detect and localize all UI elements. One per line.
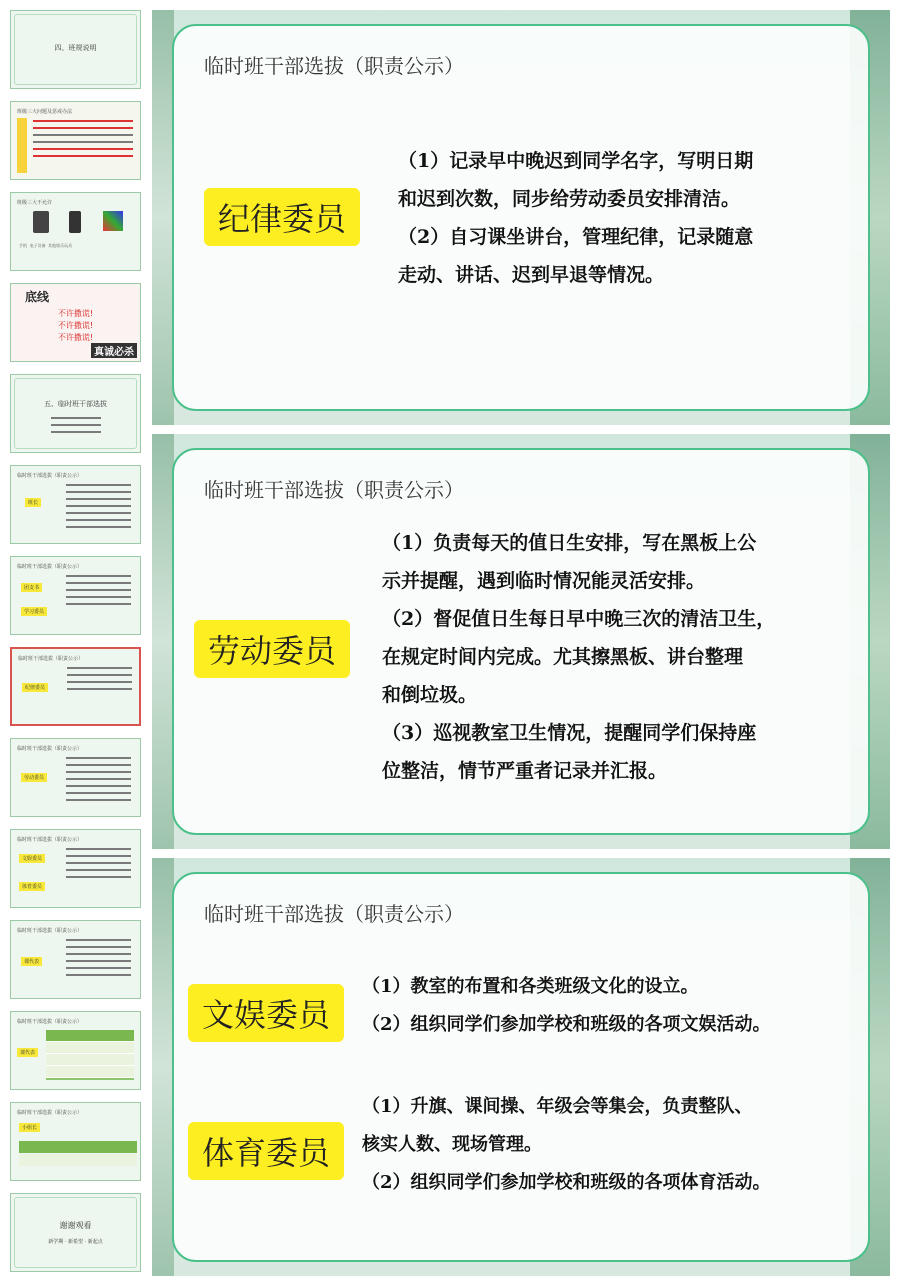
role-tag: 劳动委员 [194,620,350,678]
duty-line: 走动、讲话、迟到早退等情况。 [398,264,665,286]
thumb-title: 临时班干部选拔（职责公示） [17,1019,83,1025]
duty-line: 在规定时间内完成。尤其擦黑板、讲台整理 [382,646,744,668]
thumb-title: 临时班干部选拔（职责公示） [17,564,83,570]
slide-discipline[interactable] [152,10,890,425]
role-duties [398,142,753,294]
thumb-title: 临时班干部选拔（职责公示） [17,837,83,843]
thumb-tag: 团支书 [21,583,42,592]
duty-line: （1）记录早中晚迟到同学名字，写明日期 [398,150,754,172]
role-tag: 体育委员 [188,1122,344,1180]
blossom-decoration [152,10,174,425]
thumb-tag: 课代表 [21,957,42,966]
slide-thumbnail-14[interactable] [10,1193,141,1272]
slide-thumbnail-9[interactable] [10,738,141,817]
duty-line: （2）督促值日生每日早中晚三次的清洁卫生， [382,608,776,630]
duty-line: （2）自习课坐讲台，管理纪律，记录随意 [398,226,754,248]
slide-card [172,448,870,835]
slide-title: 临时班干部选拔（职责公示） [204,478,464,502]
blossom-decoration [152,434,174,849]
slide-thumbnail-2[interactable] [10,101,141,180]
thumb-lines [66,484,131,533]
duty-line: （3）巡视教室卫生情况，提醒同学们保持座 [382,722,757,744]
slide-thumbnail-3[interactable] [10,192,141,271]
thumb-table-row [19,1154,137,1166]
thumb-title: 临时班干部选拔（职责公示） [17,473,83,479]
thumb-table [46,1030,134,1080]
thumb-tag: 体育委员 [19,882,45,891]
slide-arts-sports[interactable] [152,858,890,1276]
thumb-lines [51,417,101,438]
thumb-lines [33,120,133,162]
thumb-tag: 纪律委员 [22,683,48,692]
thumb-lines [66,757,131,806]
duty-line: （2）组织同学们参加学校和班级的各项体育活动。 [362,1172,771,1193]
slide-thumbnail-6[interactable] [10,465,141,544]
thumb-tag: 劳动委员 [21,773,47,782]
slide-labor[interactable] [152,434,890,849]
duty-line: 示并提醒，遇到临时情况能灵活安排。 [382,570,706,592]
role-duties [382,524,775,790]
role-duties [362,968,771,1044]
slide-thumbnail-5[interactable] [10,374,141,453]
thumb-title: 谢谢观看 [59,1221,92,1230]
thumb-title: 临时班干部选拔（职责公示） [17,746,83,752]
slide-title: 临时班干部选拔（职责公示） [204,54,464,78]
thumb-title: 临时班干部选拔（职责公示） [17,928,83,934]
role-duties [362,1088,771,1202]
thumb-frame [14,1197,137,1268]
thumb-badge: 真诚必杀 [91,343,137,358]
slide-thumbnail-8[interactable] [10,647,141,726]
thumb-title: 底线 [25,290,50,304]
role-tag: 文娱委员 [188,984,344,1042]
slide-card [172,24,870,411]
duty-line: 和倒垃圾。 [382,684,478,706]
thumb-title: 五、临时班干部选拔 [44,400,107,408]
thumb-frame [14,378,137,449]
thumb-subtitle: 新学期 · 新希望 · 新起点 [48,1239,103,1245]
slide-thumbnail-panel [0,0,150,1286]
thumb-tag: 小组长 [19,1123,40,1132]
thumb-item: 手机 [19,243,27,248]
duty-line: （1）教室的布置和各类班级文化的设立。 [362,976,699,997]
slide-thumbnail-4[interactable] [10,283,141,362]
slide-thumbnail-12[interactable] [10,1011,141,1090]
thumb-tag: 学习委员 [21,607,47,616]
thumb-lines [67,667,132,695]
thumb-title: 四、班规说明 [54,44,97,52]
slide-title: 临时班干部选拔（职责公示） [204,902,464,926]
duty-line: 位整洁，情节严重者记录并汇报。 [382,760,668,782]
thumb-title: 班级三大问题及惩戒办法 [17,109,73,115]
cube-icon [103,211,123,231]
thumb-lines [66,575,131,610]
thumb-item: 其他娱乐玩具 [48,243,73,248]
thumb-title: 临时班干部选拔（职责公示） [18,656,84,662]
phone-icon [33,211,49,233]
thumb-tag: 班长 [25,498,41,507]
slide-thumbnail-1[interactable] [10,10,141,89]
duty-line: （1）升旗、课间操、年级会等集会，负责整队、 [362,1096,753,1117]
role-tag: 纪律委员 [204,188,360,246]
thumb-title: 临时班干部选拔（职责公示） [17,1110,83,1116]
thumb-line: 不许撒谎! [57,309,94,318]
duty-line: 核实人数、现场管理。 [362,1134,542,1155]
thumb-line: 不许撒谎! [57,333,94,342]
thumb-lines [66,848,131,883]
thumb-line: 不许撒谎! [57,321,94,330]
slide-thumbnail-11[interactable] [10,920,141,999]
thumb-tag: 文娱委员 [19,854,45,863]
thumb-title: 班级三大不允许 [17,200,53,206]
blossom-decoration [152,858,174,1276]
duty-line: 和迟到次数，同步给劳动委员安排清洁。 [398,188,741,210]
duty-line: （2）组织同学们参加学校和班级的各项文娱活动。 [362,1014,771,1035]
slide-card [172,872,870,1262]
thumb-image [17,118,27,173]
thumb-item: 电子设备 [29,243,46,248]
thumb-table-header [19,1141,137,1153]
slide-thumbnail-10[interactable] [10,829,141,908]
thumb-lines [66,939,131,981]
device-icon [69,211,81,233]
slide-thumbnail-13[interactable] [10,1102,141,1181]
thumb-tag: 课代表 [17,1048,38,1057]
slide-thumbnail-7[interactable] [10,556,141,635]
duty-line: （1）负责每天的值日生安排，写在黑板上公 [382,532,757,554]
